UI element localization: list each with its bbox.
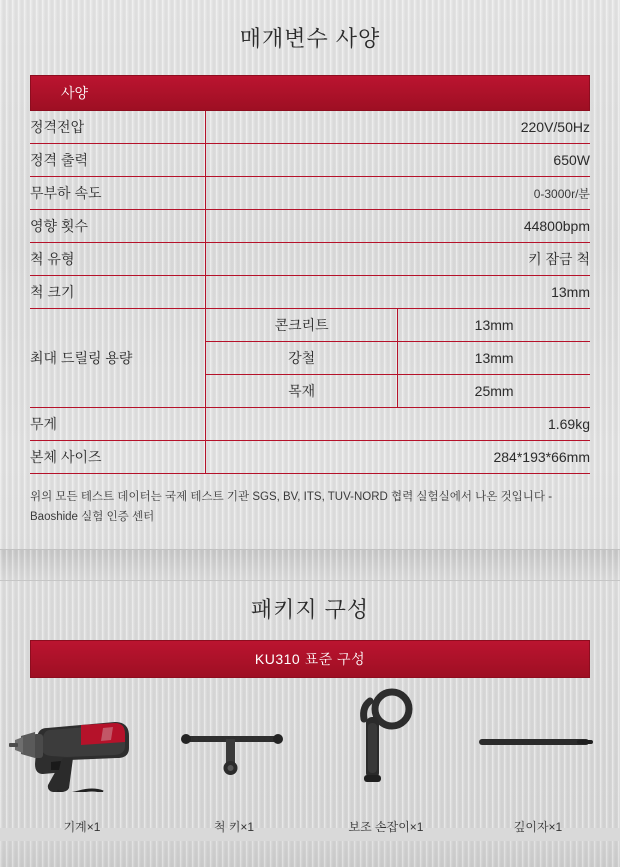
table-row <box>30 111 590 144</box>
capacity-material: 목재 <box>206 375 398 408</box>
accessory-caption-chuck-key: 척 키×1 <box>213 820 255 835</box>
footer-band <box>0 841 620 867</box>
spec-label: 무부하 속도 <box>30 177 206 210</box>
capacity-material: 콘크리트 <box>206 309 398 342</box>
spec-label: 영향 횟수 <box>30 210 206 243</box>
note-line-1: 위의 모든 테스트 데이터는 국제 테스트 기관 SGS, BV, ITS, TUV-NORD 협력 실험실에서 나온 것입니다 - <box>30 491 553 503</box>
specifications-table-header: 사양 <box>30 75 590 111</box>
specifications-table-wrapper <box>30 75 590 474</box>
spec-label: 정격전압 <box>30 111 206 144</box>
accessory-caption-drill: 기계×1 <box>63 820 101 835</box>
table-row <box>30 441 590 474</box>
capacity-material: 강철 <box>206 342 398 375</box>
chuck-key-icon <box>158 688 310 796</box>
spec-value: 1.69kg <box>206 408 591 441</box>
spec-value: 650W <box>206 144 591 177</box>
table-row <box>30 243 590 276</box>
table-row <box>30 210 590 243</box>
spec-value: 키 잠금 척 <box>206 243 591 276</box>
accessory-item-chuck-key <box>158 688 310 818</box>
table-row <box>30 177 590 210</box>
accessory-item-depth-gauge <box>462 688 614 818</box>
capacity-value: 25mm <box>398 375 590 408</box>
package-header-bar: KU310 표준 구성 <box>30 640 590 678</box>
spec-label: 무게 <box>30 408 206 441</box>
spec-label: 척 유형 <box>30 243 206 276</box>
accessory-captions <box>0 818 620 835</box>
capacity-value: 13mm <box>398 309 590 342</box>
accessory-item-handle <box>310 688 462 818</box>
impact-drill-icon <box>6 688 158 796</box>
page-title-package: 패키지 구성 <box>250 597 370 623</box>
note-line-2: Baoshide 실험 인증 센터 <box>30 510 155 523</box>
spec-label-capacity: 최대 드릴링 용량 <box>30 309 206 408</box>
table-row <box>30 144 590 177</box>
table-row-capacity <box>30 309 590 342</box>
test-data-note <box>30 488 590 527</box>
accessories-row <box>0 688 620 818</box>
accessory-caption-depth-gauge: 깊이자×1 <box>513 820 563 835</box>
table-row <box>30 276 590 309</box>
spec-label: 본체 사이즈 <box>30 441 206 474</box>
spec-value: 44800bpm <box>206 210 591 243</box>
spec-value: 0-3000r/분 <box>206 177 591 210</box>
spec-value: 220V/50Hz <box>206 111 591 144</box>
auxiliary-handle-icon <box>310 688 462 796</box>
accessory-caption-handle: 보조 손잡이×1 <box>348 820 424 835</box>
section-divider-band <box>0 549 620 581</box>
capacity-value: 13mm <box>398 342 590 375</box>
spec-label: 척 크기 <box>30 276 206 309</box>
accessory-item-drill <box>6 688 158 818</box>
spec-value: 13mm <box>206 276 591 309</box>
spec-label: 정격 출력 <box>30 144 206 177</box>
depth-gauge-icon <box>462 688 614 796</box>
specifications-table <box>30 111 590 474</box>
page-title-specifications: 매개변수 사양 <box>239 26 381 51</box>
table-row <box>30 408 590 441</box>
spec-value: 284*193*66mm <box>206 441 591 474</box>
